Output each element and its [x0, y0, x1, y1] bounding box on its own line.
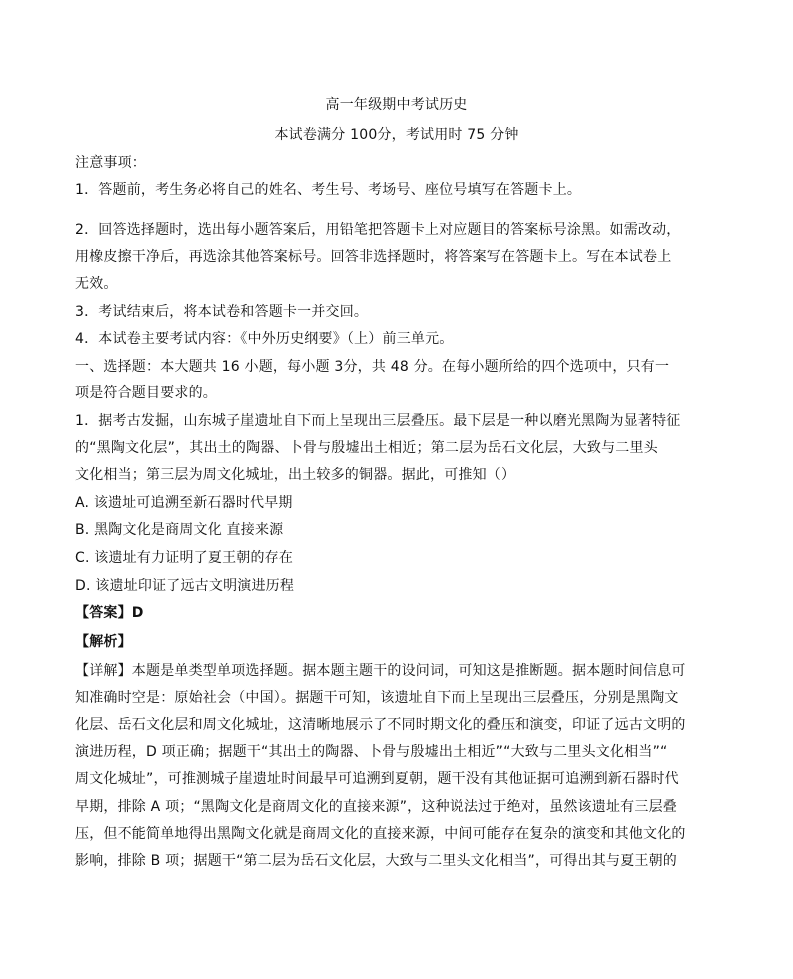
analysis-text: 化层、岳石文化层和周文化城址，这清晰地展示了不同时期文化的叠压和演变，印证了远古文明的 — [75, 717, 686, 733]
question-stem: 的“黑陶文化层”，其出土的陶器、卜骨与殷墟出土相近；第二层为岳石文化层，大致与二里头 — [75, 440, 658, 456]
note-item: 无效。 — [75, 276, 118, 292]
answer-label: 【答案】D — [75, 605, 144, 621]
option-d: D. 该遗址印证了远古文明演进历程 — [75, 578, 295, 594]
note-item: 4．本试卷主要考试内容：《中外历史纲要》（上）前三单元。 — [75, 331, 454, 347]
analysis-text: 知准确时空是：原始社会（中国）。据题干可知，该遗址自下而上呈现出三层叠压，分别是黑陶文 — [75, 690, 679, 706]
question-stem: 文化相当；第三层为周文化城址，出土较多的铜器。据此，可推知（） — [75, 467, 516, 483]
section-heading-cont: 项是符合题目要求的。 — [75, 385, 217, 401]
question-stem: 1．据考古发掘，山东城子崖遗址自下而上呈现出三层叠压。最下层是一种以磨光黑陶为显著特征 — [75, 413, 681, 429]
note-item: 用橡皮擦干净后，再选涂其他答案标号。回答非选择题时，将答案写在答题卡上。写在本试卷上 — [75, 249, 672, 265]
note-item: 1．答题前，考生务必将自己的姓名、考生号、考场号、座位号填写在答题卡上。 — [75, 182, 582, 198]
notes-heading: 注意事项： — [75, 155, 146, 171]
note-item: 2．回答选择题时，选出每小题答案后，用铅笔把答题卡上对应题目的答案标号涂黑。如需改动， — [75, 222, 681, 238]
analysis-label: 【解析】 — [75, 634, 132, 650]
option-a: A. 该遗址可追溯至新石器时代早期 — [75, 495, 293, 511]
option-c: C. 该遗址有力证明了夏王朝的存在 — [75, 550, 294, 566]
analysis-text: 压，但不能简单地得出黑陶文化就是商周文化的直接来源，中间可能存在复杂的演变和其他文化的 — [75, 826, 686, 842]
exam-title: 高一年级期中考试历史 — [325, 97, 468, 113]
section-heading: 一、选择题：本大题共 16 小题，每小题 3分，共 48 分。在每小题所给的四个选项中，只有一 — [75, 359, 670, 375]
exam-subtitle: 本试卷满分 100分，考试用时 75 分钟 — [274, 127, 519, 143]
analysis-text: 影响，排除 B 项；据题干“第二层为岳石文化层，大致与二里头文化相当”，可得出其与夏王朝的 — [75, 853, 678, 869]
note-item: 3．考试结束后，将本试卷和答题卡一并交回。 — [75, 304, 369, 320]
analysis-text: 周文化城址”，可推测城子崖遗址时间最早可追溯到夏朝，题干没有其他证据可追溯到新石器时代 — [75, 771, 679, 787]
analysis-text: 【详解】本题是单类型单项选择题。据本题主题干的设问词，可知这是推断题。据本题时间信息可 — [75, 663, 686, 679]
analysis-text: 演进历程，D 项正确；据题干“其出土的陶器、卜骨与殷墟出土相近”“大致与二里头文化相当”“ — [75, 744, 668, 760]
analysis-text: 早期，排除 A 项；“黑陶文化是商周文化的直接来源”，这种说法过于绝对，虽然该遗址有三层叠 — [75, 799, 677, 815]
option-b: B. 黑陶文化是商周文化 直接来源 — [75, 522, 284, 538]
